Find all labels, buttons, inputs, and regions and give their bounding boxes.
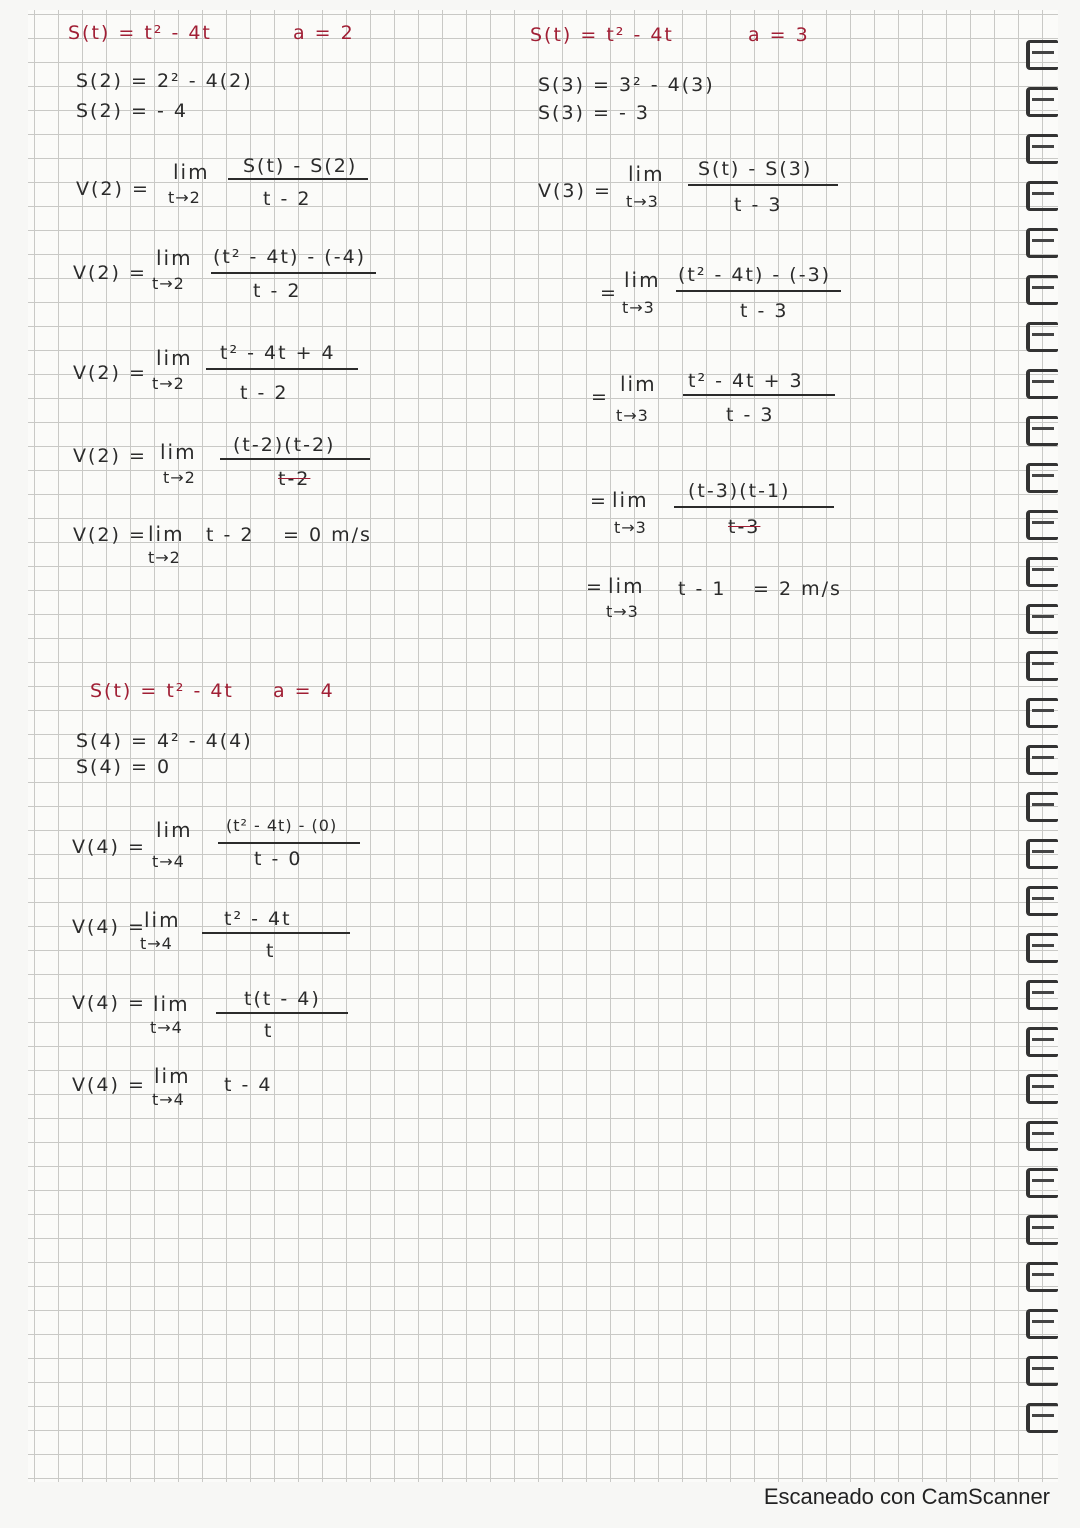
block-a-v2-lim: lim [156,246,193,270]
block-c-v1-lhs: V(4) = [72,836,146,858]
block-a-v2-lhs: V(2) = [73,262,147,284]
block-a-v1-den: t - 2 [263,188,312,210]
block-a-v5-expr: t - 2 [206,524,255,546]
block-a-v1-sub: t→2 [168,188,201,207]
block-b-v5-lim: lim [608,574,645,598]
block-c-s-line2: S(4) = 0 [76,756,172,778]
block-b-v1-lhs: V(3) = [538,180,612,202]
block-c-v3-den: t [264,1020,274,1042]
block-a-v4-lhs: V(2) = [73,445,147,467]
block-b-v4-den: t-3 [728,516,761,538]
block-a-v5-lim: lim [148,522,185,546]
block-a-v3-lim: lim [156,346,193,370]
block-a-s-line1: S(2) = 2² - 4(2) [76,70,253,92]
block-c-v2-fraction-bar [202,932,350,934]
graph-paper-sheet [28,10,1058,1482]
block-a-v2-sub: t→2 [152,274,185,293]
block-c-v4-expr: t - 4 [224,1074,273,1096]
block-a-v5-sub: t→2 [148,548,181,567]
block-b-v5-sub: t→3 [606,602,639,621]
block-a-v2-den: t - 2 [253,280,302,302]
block-b-v2-lim: lim [624,268,661,292]
block-c-v2-den: t [266,940,276,962]
block-b-v4-num: (t-3)(t-1) [688,480,791,502]
block-c-function: S(t) = t² - 4t [90,680,234,702]
block-b-function: S(t) = t² - 4t [530,24,674,46]
block-b-v3-eq: = [591,386,609,408]
block-c-v1-lim: lim [156,818,193,842]
block-a-v3-lhs: V(2) = [73,362,147,384]
block-c-v4-sub: t→4 [152,1090,185,1109]
block-b-v2-sub: t→3 [622,298,655,317]
block-c-v4-lim: lim [154,1064,191,1088]
block-a-v3-sub: t→2 [152,374,185,393]
block-a-v4-sub: t→2 [163,468,196,487]
block-c-v1-num: (t² - 4t) - (0) [226,816,338,835]
block-b-v5-eq: = [586,576,604,598]
block-b-s-line1: S(3) = 3² - 4(3) [538,74,715,96]
block-b-v3-den: t - 3 [726,404,775,426]
block-a-v3-fraction-bar [206,368,358,370]
block-b-v3-num: t² - 4t + 3 [688,370,804,392]
block-a-v2-fraction-bar [211,272,376,274]
block-b-v3-lim: lim [620,372,657,396]
block-a-v5-lhs: V(2) = [73,524,147,546]
block-a-v1-lim: lim [173,160,210,184]
block-a-v5-result: = 0 m/s [283,524,372,546]
block-b-v2-fraction-bar [676,290,841,292]
block-b-v1-lim: lim [628,162,665,186]
block-c-v3-sub: t→4 [150,1018,183,1037]
block-a-v1-fraction-bar [228,178,368,180]
block-b-s-line2: S(3) = - 3 [538,102,650,124]
block-b-v4-fraction-bar [674,506,834,508]
block-c-v1-fraction-bar [218,842,360,844]
block-b-v1-num: S(t) - S(3) [698,158,813,180]
block-b-v2-den: t - 3 [740,300,789,322]
block-b-v4-sub: t→3 [614,518,647,537]
block-b-v5-result: = 2 m/s [753,578,842,600]
block-c-v3-lhs: V(4) = [72,992,146,1014]
block-a-v4-fraction-bar [220,458,370,460]
block-b-v1-den: t - 3 [734,194,783,216]
scanner-watermark: Escaneado con CamScanner [763,1484,1050,1509]
block-c-v3-fraction-bar [216,1012,348,1014]
block-a-v3-den: t - 2 [240,382,289,404]
block-c-v2-num: t² - 4t [224,908,292,930]
block-b-v4-lim: lim [612,488,649,512]
block-a-v1-num: S(t) - S(2) [243,155,358,177]
block-a-v4-num: (t-2)(t-2) [233,434,336,456]
block-a-v3-num: t² - 4t + 4 [220,342,336,364]
block-a-v4-den: t-2 [278,468,311,490]
block-b-v3-sub: t→3 [616,406,649,425]
block-b-v3-fraction-bar [683,394,835,396]
block-b-point: a = 3 [748,24,810,46]
block-a-s-line2: S(2) = - 4 [76,100,188,122]
block-a-v2-num: (t² - 4t) - (-4) [213,246,367,268]
block-b-v2-eq: = [600,282,618,304]
block-b-v1-sub: t→3 [626,192,659,211]
block-b-v4-eq: = [590,490,608,512]
block-b-v1-fraction-bar [688,184,838,186]
block-c-s-line1: S(4) = 4² - 4(4) [76,730,253,752]
block-c-v2-lhs: V(4) = [72,916,146,938]
block-c-v2-lim: lim [144,908,181,932]
block-c-v1-den: t - 0 [254,848,303,870]
block-a-point: a = 2 [293,22,355,44]
spiral-binding [1022,40,1058,1460]
block-c-v3-lim: lim [153,992,190,1016]
block-a-function: S(t) = t² - 4t [68,22,212,44]
block-b-v2-num: (t² - 4t) - (-3) [678,264,832,286]
block-a-v4-lim: lim [160,440,197,464]
block-c-v4-lhs: V(4) = [72,1074,146,1096]
block-c-v1-sub: t→4 [152,852,185,871]
block-c-v2-sub: t→4 [140,934,173,953]
block-c-v3-num: t(t - 4) [244,988,321,1010]
block-c-point: a = 4 [273,680,335,702]
block-a-v1-lhs: V(2) = [76,178,150,200]
block-b-v5-expr: t - 1 [678,578,727,600]
